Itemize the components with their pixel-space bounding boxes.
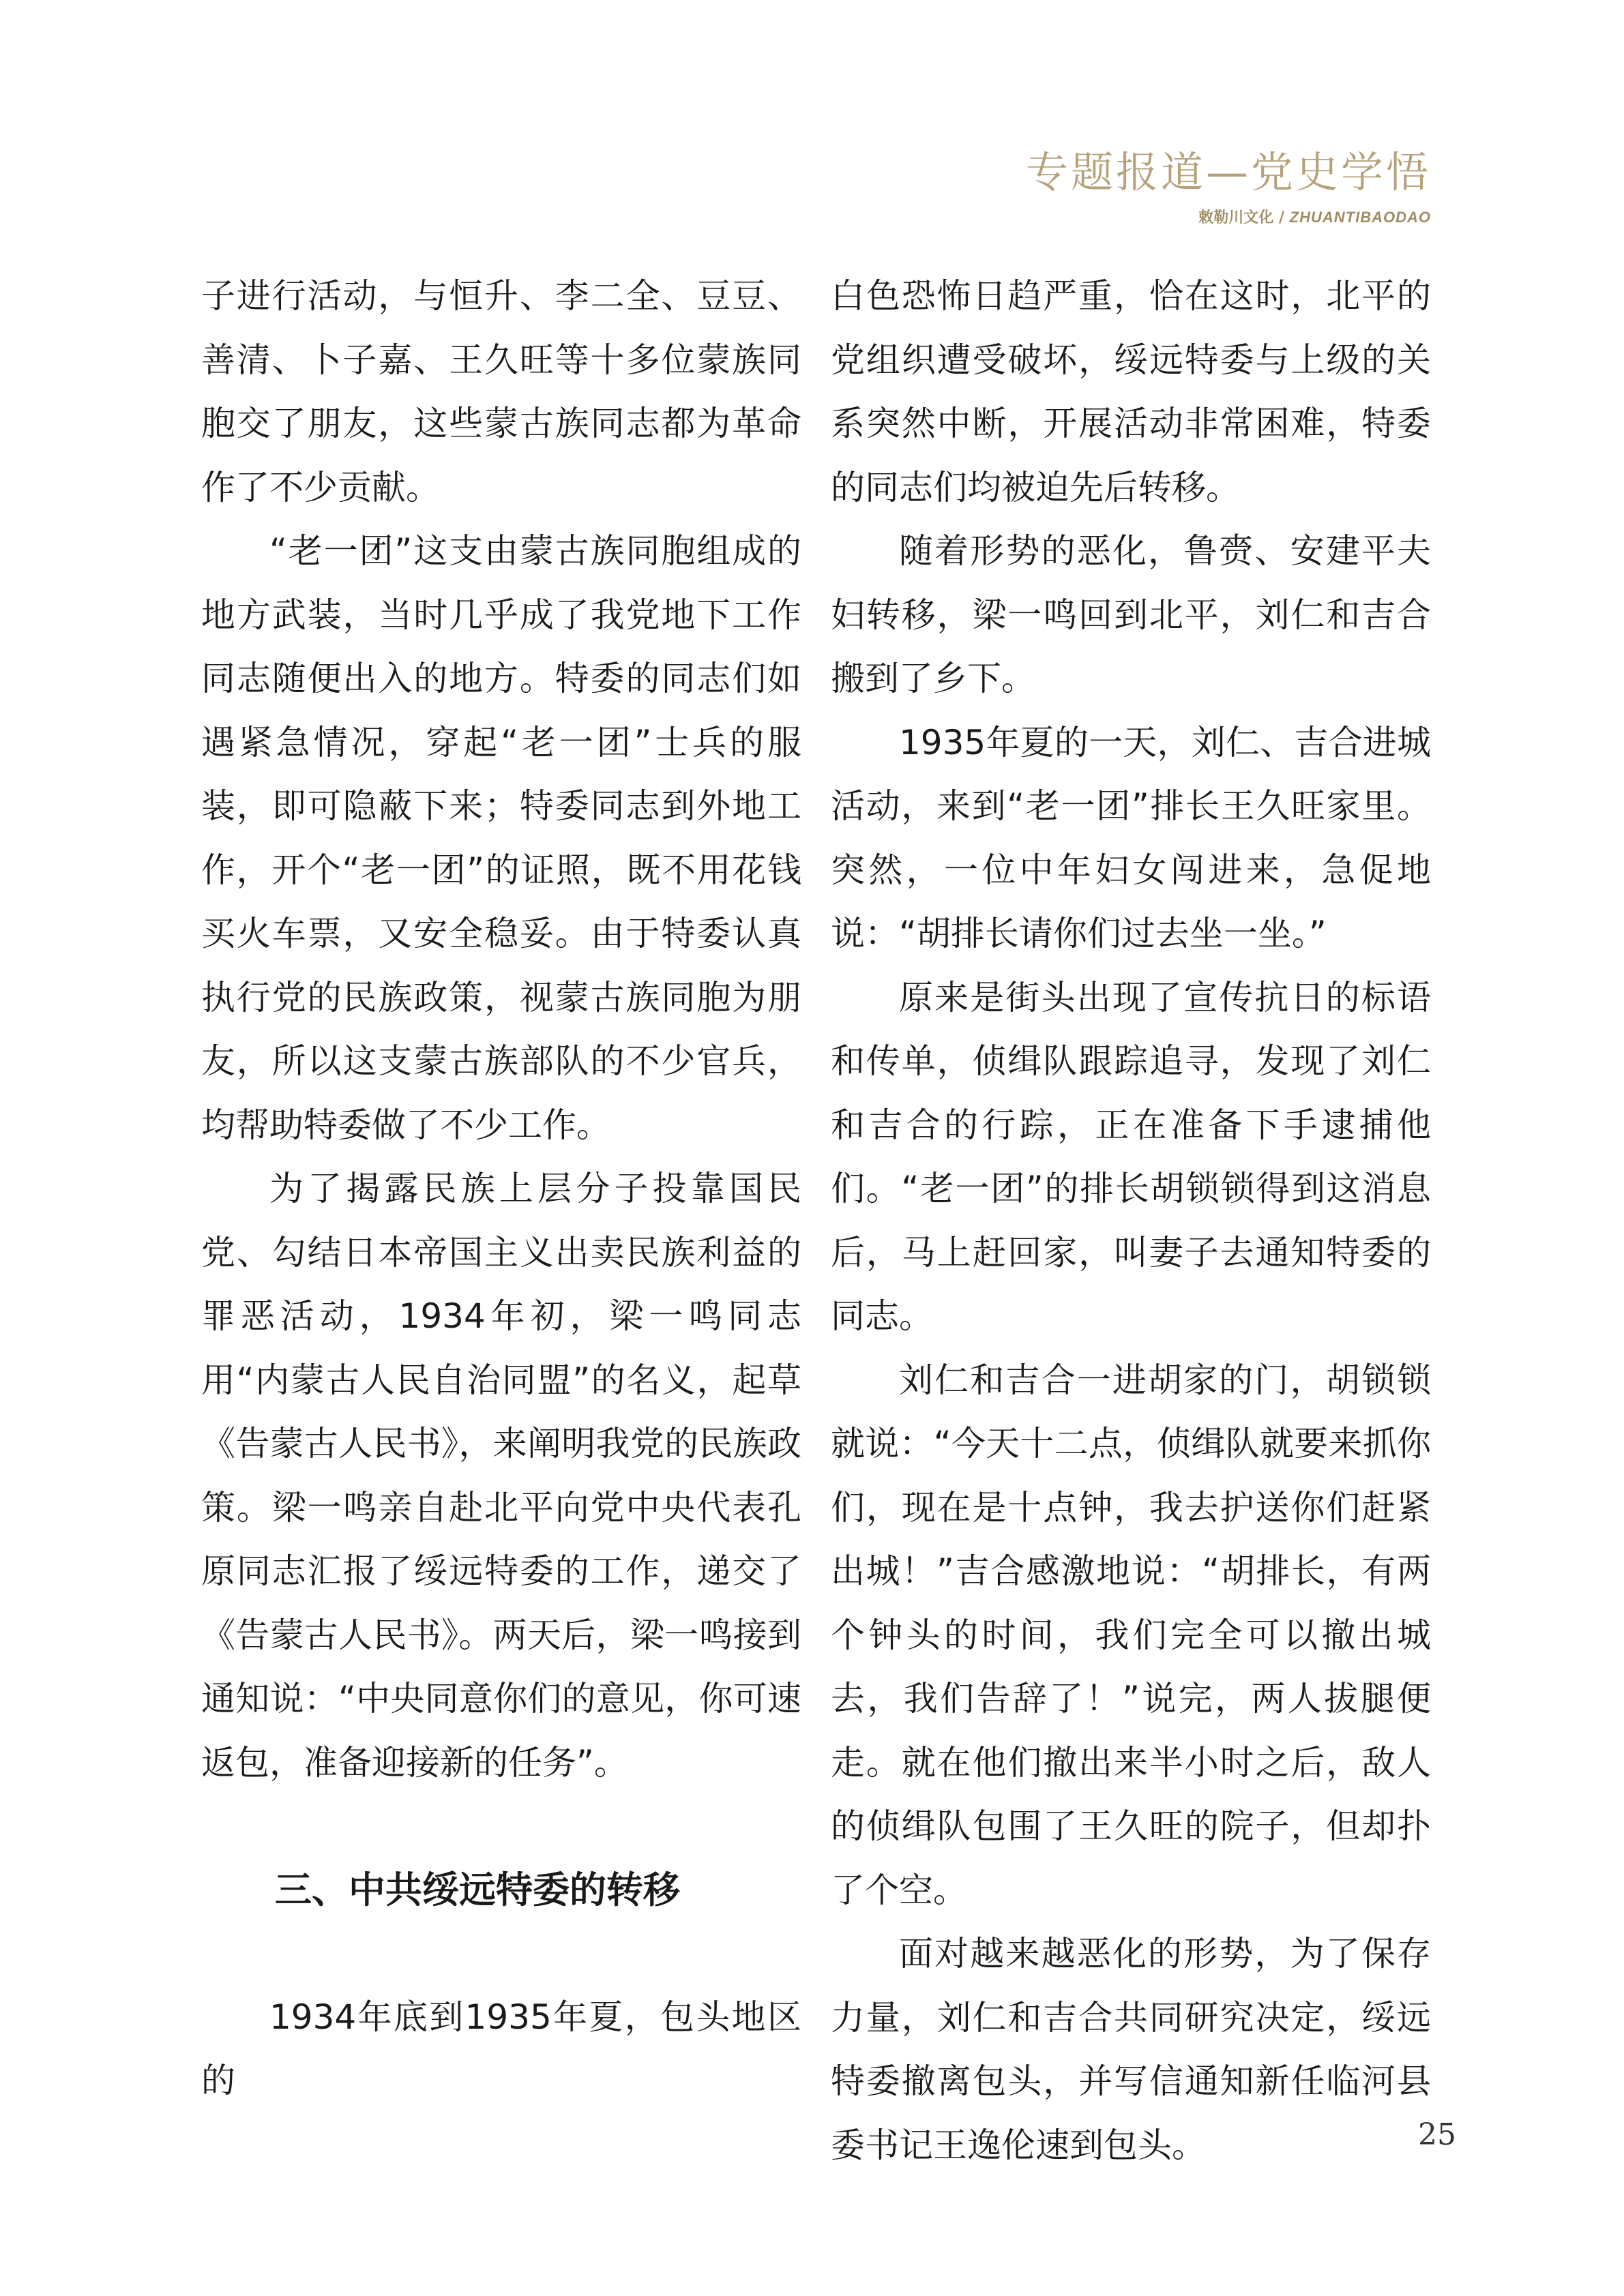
section-heading: 三、中共绥远特委的转移 [275,1868,680,1911]
right-column [831,265,1431,2177]
header-subtitle-cn: 敕勒川文化 [1198,209,1274,226]
header-subtitle [1026,206,1431,227]
paragraph: 面对越来越恶化的形势，为了保存力量，刘仁和吉合共同研究决定，绥远特委撤离包头，并写信通知新任临河县委书记王逸伦速到包头。 [831,1934,1431,2165]
paragraph: 原来是街头出现了宣传抗日的标语和传单，侦缉队跟踪追寻，发现了刘仁和吉合的行踪，正在准备下手逮捕他们。“老一团”的排长胡锁锁得到这消息后，马上赶回家，叫妻子去通知特委的同志。 [831,977,1431,1336]
paragraph: 1934年底到1935年夏，包头地区的 [201,1997,801,2100]
paragraph: 随着形势的恶化，鲁赍、安建平夫妇转移，梁一鸣回到北平，刘仁和吉合搬到了乡下。 [831,531,1431,698]
paragraph: 白色恐怖日趋严重，恰在这时，北平的党组织遭受破坏，绥远特委与上级的关系突然中断，开展活动非常困难，特委的同志们均被迫先后转移。 [831,276,1431,507]
header-title: 专题报道—党史学悟 [1025,147,1431,197]
header-subtitle-separator: / [1273,209,1290,226]
page-number: 25 [1418,2117,1456,2152]
paragraph: 1935年夏的一天，刘仁、吉合进城活动，来到“老一团”排长王久旺家里。突然，一位中年妇女闯进来，急促地说：“胡排长请你们过去坐一坐。” [831,722,1431,953]
paragraph: 子进行活动，与恒升、李二全、豆豆、善清、卜子嘉、王久旺等十多位蒙族同胞交了朋友，这些蒙古族同志都为革命作了不少贡献。 [201,276,801,507]
paragraph: 为了揭露民族上层分子投靠国民党、勾结日本帝国主义出卖民族利益的罪恶活动，1934年初，梁一鸣同志用“内蒙古人民自治同盟”的名义，起草《告蒙古人民书》，来阐明我党的民族政策。梁一鸣亲自赴北平向党中央代表孔原同志汇报了绥远特委的工作，递交了《告蒙古人民书》。两天后，梁一鸣接到通知说：“中央同意你们的意见，你可速返包，准备迎接新的任务”。 [201,1169,801,1783]
running-header [1025,147,1431,227]
paragraph: “老一团”这支由蒙古族同胞组成的地方武装，当时几乎成了我党地下工作同志随便出入的地方。特委的同志们如遇紧急情况，穿起“老一团”士兵的服装，即可隐蔽下来；特委同志到外地工作，开个“老一团”的证照，既不用花钱买火车票，又安全稳妥。由于特委认真执行党的民族政策，视蒙古族同胞为朋友，所以这支蒙古族部队的不少官兵，均帮助特委做了不少工作。 [201,531,801,1145]
left-column [201,265,801,2113]
paragraph: 刘仁和吉合一进胡家的门，胡锁锁就说：“今天十二点，侦缉队就要来抓你们，现在是十点钟，我去护送你们赶紧出城！”吉合感激地说：“胡排长，有两个钟头的时间，我们完全可以撤出城去，我们告辞了！”说完，两人拔腿便走。就在他们撤出来半小时之后，敌人的侦缉队包围了王久旺的院子，但却扑了个空。 [831,1360,1431,1910]
header-subtitle-en: ZHUANTIBAODAO [1289,209,1431,226]
